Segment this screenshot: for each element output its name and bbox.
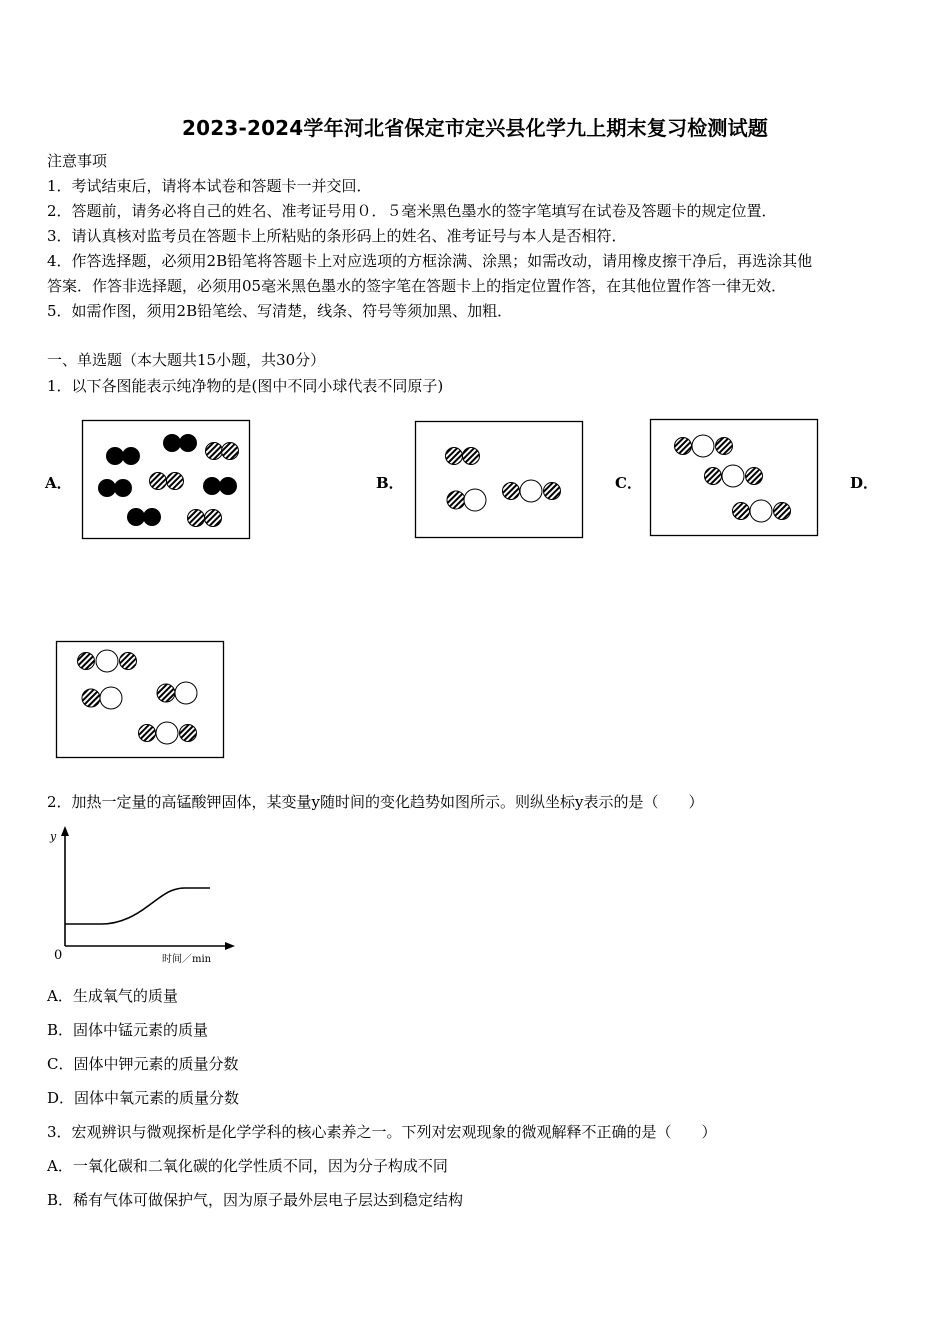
molecule-triatomic xyxy=(675,435,733,457)
q1-option-c-label: C． xyxy=(615,474,642,492)
notice-item-4-cont: 答案．作答非选择题，必须用05毫米黑色墨水的签字笔在答题卡上的指定位置作答，在其他位置作答一律无效． xyxy=(47,277,787,295)
exam-title: 2023-2024学年河北省保定市定兴县化学九上期末复习检测试题 xyxy=(181,116,769,140)
trend-curve xyxy=(65,888,210,924)
notice-item-2: 2．答题前，请务必将自己的姓名、准考证号用０．５毫米黑色墨水的签字笔填写在试卷及答题卡的规定位置． xyxy=(47,202,777,220)
molecule-hatched-pair xyxy=(150,473,184,490)
x-axis-label: 时间／min xyxy=(162,954,212,965)
notice-item-5: 5．如需作图，须用2B铅笔绘、写清楚，线条、符号等须加黑、加粗． xyxy=(47,302,513,320)
molecule-black-pair xyxy=(127,508,161,526)
notice-item-3: 3．请认真核对监考员在答题卡上所粘贴的条形码上的姓名、准考证号与本人是否相符． xyxy=(47,227,627,245)
q1-option-a-diagram xyxy=(82,420,250,539)
molecule-black-pair xyxy=(163,434,197,452)
question-2-stem: 2．加热一定量的高锰酸钾固体，某变量y随时间的变化趋势如图所示。则纵坐标y表示的是（ ） xyxy=(47,793,704,811)
molecule-hatched-white-pair xyxy=(447,489,486,511)
molecule-black-pair xyxy=(98,479,132,497)
molecule-triatomic xyxy=(139,722,197,744)
y-axis-arrow xyxy=(61,826,69,836)
molecule-triatomic xyxy=(503,480,561,502)
section-heading: 一、单选题（本大题共15小题，共30分） xyxy=(47,351,326,369)
q1-option-b-diagram xyxy=(415,421,583,538)
molecule-black-pair xyxy=(106,447,140,465)
notice-heading: 注意事项 xyxy=(47,152,108,170)
q2-option-a: A．生成氧气的质量 xyxy=(47,987,178,1005)
question-3-stem: 3．宏观辨识与微观探析是化学学科的核心素养之一。下列对宏观现象的微观解释不正确的是（ ） xyxy=(47,1123,717,1141)
q1-option-b-label: B． xyxy=(376,474,404,492)
q3-option-a: A．一氧化碳和二氧化碳的化学性质不同，因为分子构成不同 xyxy=(47,1157,448,1175)
q2-trend-graph xyxy=(40,826,240,966)
q1-option-d-label: D． xyxy=(850,474,879,492)
x-axis-arrow xyxy=(225,942,235,950)
molecule-hatched-pair xyxy=(188,510,222,527)
q1-option-d-diagram xyxy=(56,641,224,758)
question-1-stem: 1．以下各图能表示纯净物的是(图中不同小球代表不同原子) xyxy=(47,377,444,395)
molecule-triatomic xyxy=(733,500,791,522)
molecule-black-pair xyxy=(203,477,237,495)
q1-option-a-label: A． xyxy=(45,474,72,492)
notice-item-4: 4．作答选择题，必须用2B铅笔将答题卡上对应选项的方框涂满、涂黑；如需改动，请用橡皮擦干净后，再选涂其他 xyxy=(47,252,813,270)
molecule-triatomic xyxy=(705,465,763,487)
molecule-hatched-pair xyxy=(206,443,239,460)
y-axis-label: y xyxy=(50,830,57,843)
q1-option-c-diagram xyxy=(650,419,818,536)
molecule-triatomic xyxy=(78,650,137,672)
molecule-hatched-white-pair xyxy=(82,687,122,709)
molecule-hatched-pair xyxy=(446,448,480,465)
q3-option-b: B．稀有气体可做保护气，因为原子最外层电子层达到稳定结构 xyxy=(47,1191,464,1209)
origin-label: 0 xyxy=(54,948,63,963)
notice-item-1: 1．考试结束后，请将本试卷和答题卡一并交回． xyxy=(47,177,372,195)
q2-option-d: D．固体中氧元素的质量分数 xyxy=(47,1089,240,1107)
q2-option-b: B．固体中锰元素的质量 xyxy=(47,1021,209,1039)
molecule-hatched-white-pair xyxy=(157,682,197,704)
q2-option-c: C．固体中钾元素的质量分数 xyxy=(47,1055,239,1073)
